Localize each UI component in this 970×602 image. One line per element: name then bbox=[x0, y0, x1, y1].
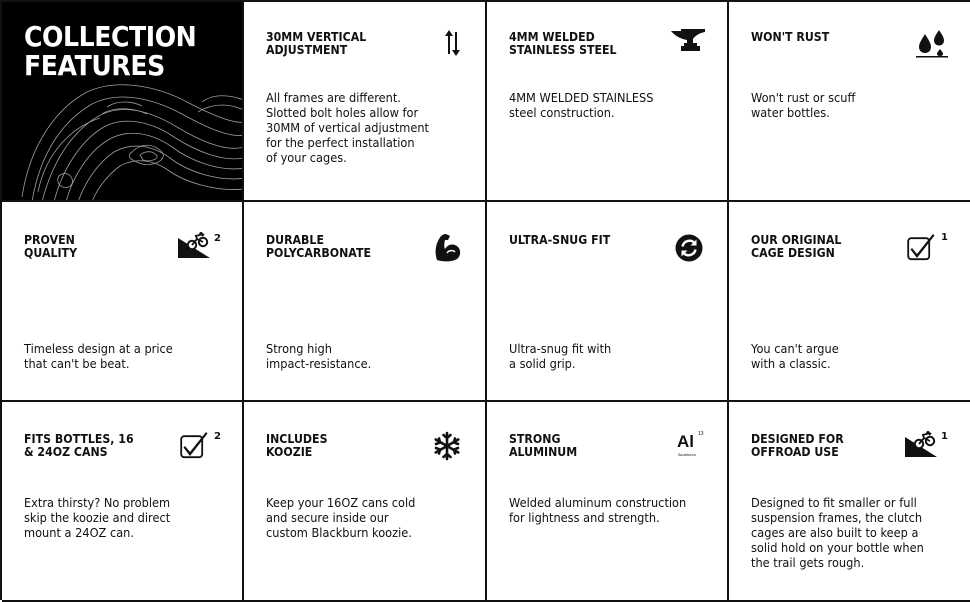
element-symbol: Al bbox=[677, 432, 694, 451]
refresh-circle-icon bbox=[675, 234, 703, 262]
checkbox-icon bbox=[180, 431, 210, 459]
feature-card-stainless-steel bbox=[487, 2, 729, 202]
feature-body: Extra thirsty? No problem skip the koozie and direct mount a 24OZ can. bbox=[24, 495, 171, 540]
footnote-marker: 2 bbox=[214, 431, 221, 442]
footnote-marker: 2 bbox=[214, 233, 221, 244]
feature-title: PROVEN QUALITY bbox=[24, 232, 78, 260]
feature-body: All frames are different. Slotted bolt holes allow for 30MM of vertical adjustment for the perfect installation of your cages. bbox=[266, 90, 430, 165]
feature-card-original-design bbox=[729, 202, 970, 402]
feature-title: ULTRA-SNUG FIT bbox=[509, 232, 611, 247]
feature-title: STRONG ALUMINUM bbox=[509, 431, 578, 459]
feature-card-koozie bbox=[244, 402, 487, 602]
water-drops-icon bbox=[915, 28, 949, 58]
feature-title: WON'T RUST bbox=[751, 29, 830, 44]
feature-body: Timeless design at a price that can't be beat. bbox=[24, 341, 173, 371]
feature-body: Strong high impact-resistance. bbox=[266, 341, 372, 371]
feature-body: Ultra-snug fit with a solid grip. bbox=[509, 341, 612, 371]
feature-card-wont-rust bbox=[729, 2, 970, 202]
snowflake-icon bbox=[432, 431, 462, 461]
feature-card-vertical-adjustment bbox=[244, 2, 487, 202]
feature-card-ultra-snug-fit bbox=[487, 202, 729, 402]
feature-card-proven-quality bbox=[2, 202, 244, 402]
feature-card-offroad bbox=[729, 402, 970, 602]
mountain-bike-icon bbox=[178, 232, 210, 258]
feature-body: 4MM WELDED STAINLESS steel construction. bbox=[509, 90, 654, 120]
footnote-marker: 1 bbox=[941, 232, 948, 243]
feature-title: 30MM VERTICAL ADJUSTMENT bbox=[266, 29, 367, 57]
feature-title: 4MM WELDED STAINLESS STEEL bbox=[509, 29, 617, 57]
vertical-arrows-icon bbox=[444, 28, 462, 58]
flexed-arm-icon bbox=[434, 232, 462, 262]
element-name: Aluminum bbox=[678, 452, 696, 457]
feature-card-aluminum bbox=[487, 402, 729, 602]
feature-title: FITS BOTTLES, 16 & 24OZ CANS bbox=[24, 431, 134, 459]
feature-body: Welded aluminum construction for lightness and strength. bbox=[509, 495, 687, 525]
feature-card-fits-bottles bbox=[2, 402, 244, 602]
checkbox-icon bbox=[907, 233, 937, 261]
aluminum-element-icon bbox=[677, 431, 707, 461]
element-number: 13 bbox=[698, 431, 704, 437]
feature-title: DURABLE POLYCARBONATE bbox=[266, 232, 371, 260]
feature-body: You can't argue with a classic. bbox=[751, 341, 839, 371]
hero-title: COLLECTION FEATURES bbox=[24, 20, 197, 82]
feature-body: Won't rust or scuff water bottles. bbox=[751, 90, 856, 120]
feature-title: OUR ORIGINAL CAGE DESIGN bbox=[751, 232, 842, 260]
anvil-icon bbox=[671, 29, 705, 53]
hero-panel bbox=[2, 2, 244, 202]
feature-card-polycarbonate bbox=[244, 202, 487, 402]
feature-title: DESIGNED FOR OFFROAD USE bbox=[751, 431, 844, 459]
feature-title: INCLUDES KOOZIE bbox=[266, 431, 328, 459]
mountain-bike-icon bbox=[905, 431, 937, 457]
footnote-marker: 1 bbox=[941, 431, 948, 442]
feature-body: Keep your 16OZ cans cold and secure inside our custom Blackburn koozie. bbox=[266, 495, 416, 540]
feature-body: Designed to fit smaller or full suspension frames, the clutch cages are also built to keep a solid hold on your bottle when the trail gets rough. bbox=[751, 495, 924, 570]
